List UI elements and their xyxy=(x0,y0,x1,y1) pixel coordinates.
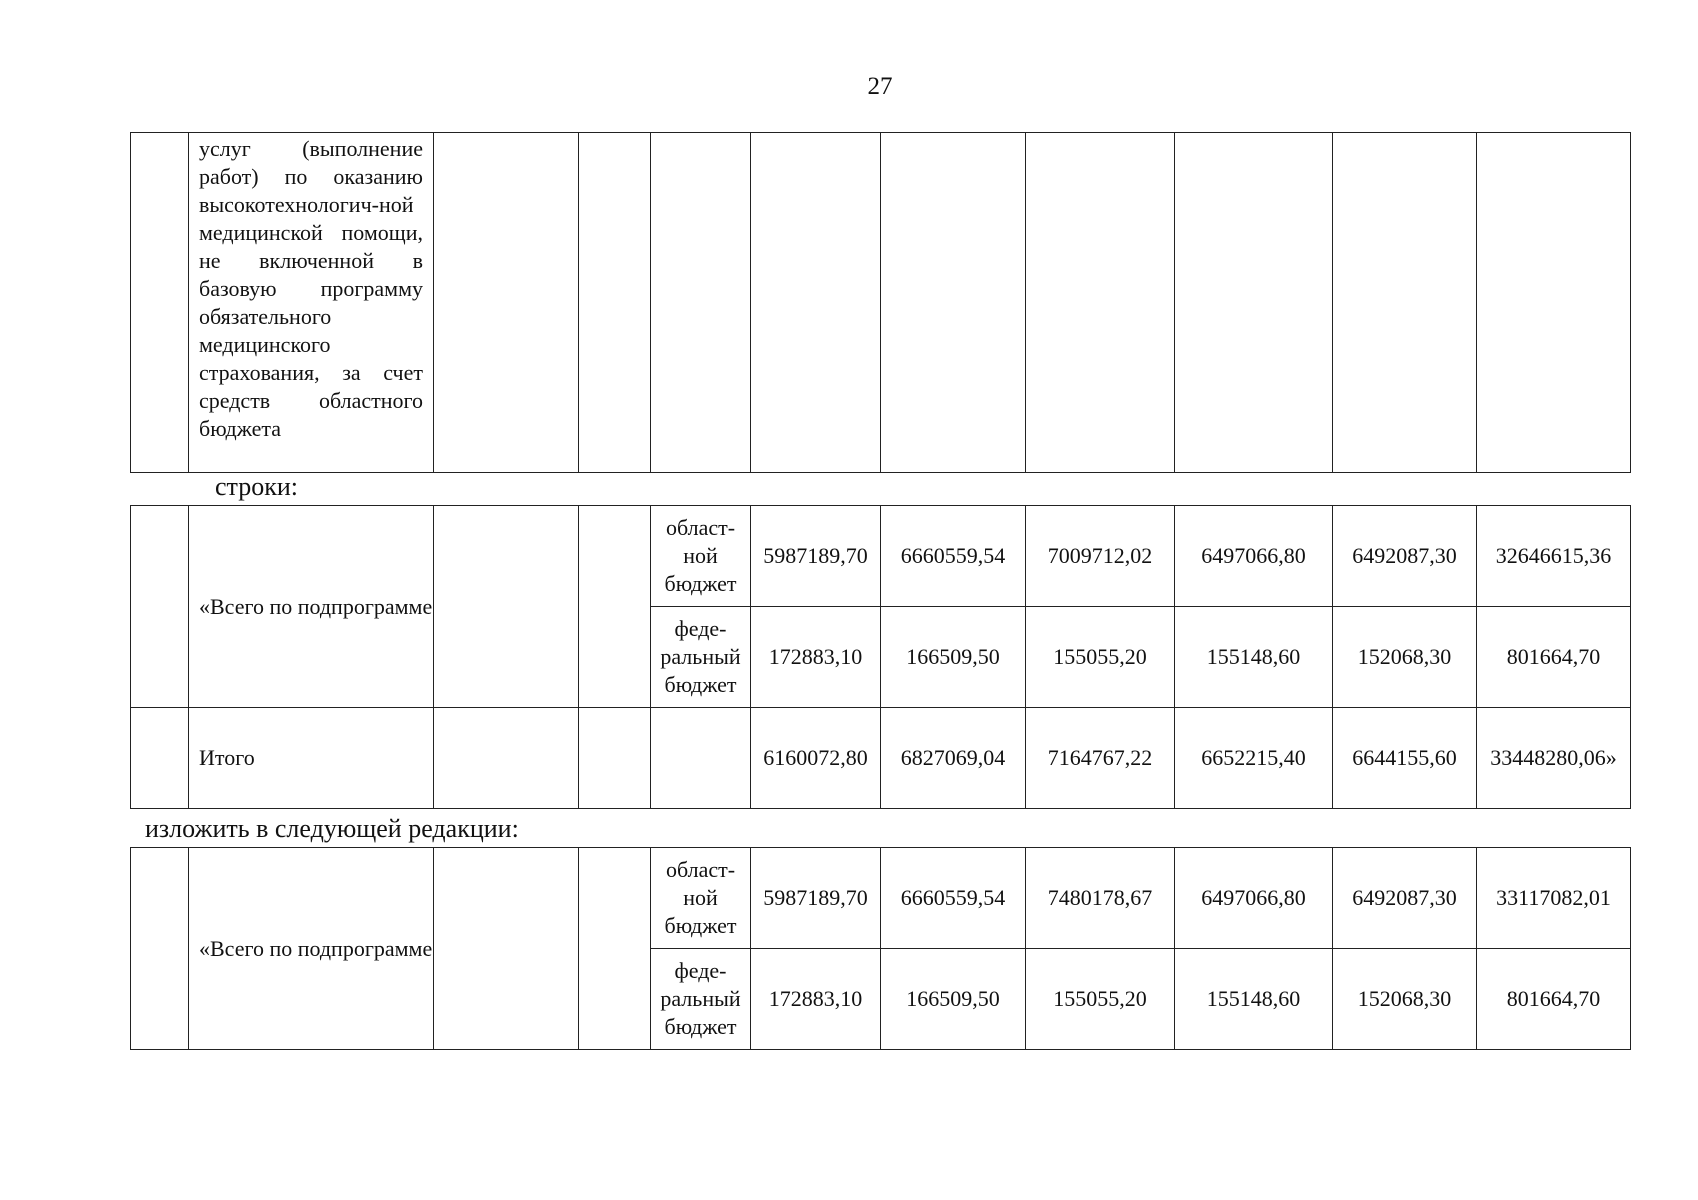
value-cell: 5987189,70 xyxy=(751,506,881,607)
table-cell xyxy=(434,708,579,809)
value-cell: 801664,70 xyxy=(1477,949,1631,1050)
previous-row-fragment-table xyxy=(130,132,1631,473)
table-cell xyxy=(131,848,189,1050)
value-cell: 166509,50 xyxy=(881,607,1026,708)
value-cell: 6497066,80 xyxy=(1175,848,1333,949)
table-cell xyxy=(1333,133,1477,473)
table-cell xyxy=(881,133,1026,473)
table-cell xyxy=(131,506,189,708)
value-cell: 152068,30 xyxy=(1333,949,1477,1050)
value-cell: 155148,60 xyxy=(1175,607,1333,708)
value-cell: 6160072,80 xyxy=(751,708,881,809)
table-cell xyxy=(651,708,751,809)
total-label: Итого xyxy=(189,708,434,809)
table-cell xyxy=(434,848,579,1050)
value-cell: 6492087,30 xyxy=(1333,848,1477,949)
value-cell: 166509,50 xyxy=(881,949,1026,1050)
table-cell xyxy=(434,133,579,473)
value-cell: 172883,10 xyxy=(751,949,881,1050)
subprogram-total-label: «Всего по подпрограмме xyxy=(189,848,434,1050)
subprogram-total-label: «Всего по подпрограмме xyxy=(189,506,434,708)
new-totals-table xyxy=(130,847,1631,1050)
value-cell: 6652215,40 xyxy=(1175,708,1333,809)
page-number: 27 xyxy=(867,73,893,100)
value-cell: 32646615,36 xyxy=(1477,506,1631,607)
value-cell: 155055,20 xyxy=(1026,607,1175,708)
table-cell xyxy=(579,708,651,809)
funding-source: феде-ральный бюджет xyxy=(651,949,751,1050)
table-row xyxy=(131,133,1631,473)
table-cell xyxy=(434,506,579,708)
value-cell: 6827069,04 xyxy=(881,708,1026,809)
table-cell xyxy=(1477,133,1631,473)
activity-description: услуг (выполнение работ) по оказанию высокотехнологич-ной медицинской помощи, не включенной в базовую программу обязательного медицинского страхования, за счет средств областного бюджета xyxy=(189,133,434,473)
value-cell: 6497066,80 xyxy=(1175,506,1333,607)
caption-new-edition: изложить в следующей редакции: xyxy=(145,814,519,843)
table-cell xyxy=(1026,133,1175,473)
funding-source: област-ной бюджет xyxy=(651,506,751,607)
funding-source: област-ной бюджет xyxy=(651,848,751,949)
table-cell xyxy=(1175,133,1333,473)
table-row xyxy=(131,506,1631,607)
value-cell: 6492087,30 xyxy=(1333,506,1477,607)
table-cell xyxy=(579,848,651,1050)
value-cell: 6660559,54 xyxy=(881,506,1026,607)
value-cell: 33117082,01 xyxy=(1477,848,1631,949)
value-cell: 801664,70 xyxy=(1477,607,1631,708)
value-cell: 7009712,02 xyxy=(1026,506,1175,607)
value-cell: 172883,10 xyxy=(751,607,881,708)
caption-lines: строки: xyxy=(215,472,298,501)
table-cell xyxy=(131,133,189,473)
value-cell: 6644155,60 xyxy=(1333,708,1477,809)
table-cell xyxy=(651,133,751,473)
value-cell: 7480178,67 xyxy=(1026,848,1175,949)
table-cell xyxy=(579,506,651,708)
value-cell: 7164767,22 xyxy=(1026,708,1175,809)
value-cell: 155148,60 xyxy=(1175,949,1333,1050)
table-row xyxy=(131,848,1631,949)
funding-source: феде-ральный бюджет xyxy=(651,607,751,708)
table-cell xyxy=(131,708,189,809)
value-cell: 33448280,06» xyxy=(1477,708,1631,809)
table-cell xyxy=(751,133,881,473)
table-row xyxy=(131,708,1631,809)
value-cell: 5987189,70 xyxy=(751,848,881,949)
value-cell: 155055,20 xyxy=(1026,949,1175,1050)
value-cell: 152068,30 xyxy=(1333,607,1477,708)
table-cell xyxy=(579,133,651,473)
value-cell: 6660559,54 xyxy=(881,848,1026,949)
old-totals-table xyxy=(130,505,1631,809)
